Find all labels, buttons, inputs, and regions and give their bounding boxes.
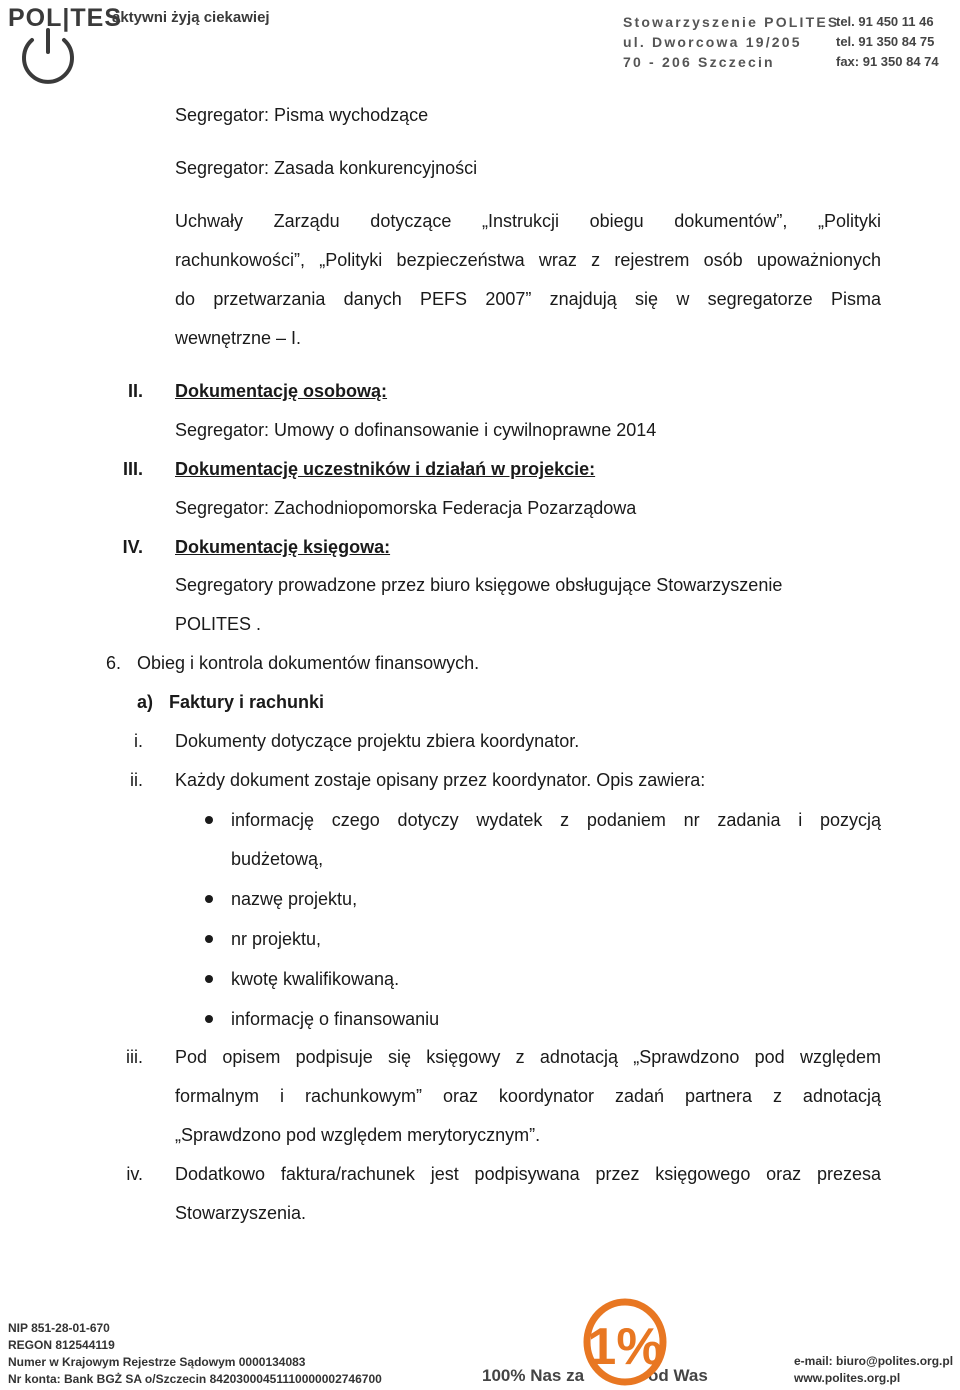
- list-item: Stowarzyszenia.: [175, 1203, 307, 1223]
- bullet-item-continued: budżetową,: [231, 849, 324, 869]
- paragraph-line: rachunkowości”, „Polityki bezpieczeństwa wraz z rejestrem osób upoważnionych: [175, 250, 881, 270]
- binder-competitiveness: Segregator: Zasada konkurencyjności: [175, 158, 478, 178]
- list-item: formalnym i rachunkowym” oraz koordynator zadań partnera z adnotacją: [175, 1086, 881, 1106]
- email-address: e-mail: biuro@polites.org.pl: [794, 1354, 954, 1368]
- section-heading: Dokumentację osobową:: [175, 381, 388, 401]
- paragraph-line: Uchwały Zarządu dotyczące „Instrukcji obiegu dokumentów”, „Polityki: [175, 211, 881, 231]
- regon-number: REGON 812544119: [8, 1338, 115, 1352]
- section-title: Obieg i kontrola dokumentów finansowych.: [137, 653, 480, 673]
- roman-numeral: IV.: [122, 537, 143, 557]
- logo-tagline: aktywni żyją ciekawiej: [112, 9, 270, 26]
- website-address: www.polites.org.pl: [794, 1371, 901, 1385]
- bank-account: Nr konta: Bank BGŻ SA o/Szczecin 84203000451110000002746700: [8, 1372, 382, 1386]
- list-number: iv.: [126, 1164, 143, 1184]
- list-number: iii.: [126, 1047, 143, 1067]
- letterhead: [0, 0, 960, 90]
- org-city: 70 - 206 Szczecin: [623, 54, 775, 70]
- bullet-icon: [205, 935, 213, 943]
- organization-address: [623, 12, 839, 72]
- fax-number: fax: 91 350 84 74: [836, 54, 939, 69]
- phone-2: tel. 91 350 84 75: [836, 34, 935, 49]
- section-heading: Dokumentację uczestników i działań w projekcie:: [175, 459, 596, 479]
- slogan-left: 100% Nas za: [482, 1366, 585, 1385]
- section-heading: Dokumentację księgowa:: [175, 537, 391, 557]
- bullet-item: nr projektu,: [231, 929, 322, 949]
- list-number: ii.: [130, 770, 143, 790]
- list-item: „Sprawdzono pod względem merytorycznym”.: [175, 1125, 541, 1145]
- roman-numeral: II.: [127, 381, 143, 401]
- list-number: i.: [134, 731, 143, 751]
- bullet-item: informację czego dotyczy wydatek z podaniem nr zadania i pozycją: [231, 810, 881, 830]
- org-street: ul. Dworcowa 19/205: [623, 34, 802, 50]
- bullet-item: nazwę projektu,: [231, 889, 358, 909]
- organization-phones: [836, 12, 939, 72]
- binder-outgoing-letters: Segregator: Pisma wychodzące: [175, 105, 429, 125]
- bullet-item: kwotę kwalifikowaną.: [231, 969, 400, 989]
- krs-number: Numer w Krajowym Rejestrze Sądowym 0000134083: [8, 1355, 306, 1369]
- binder-line: Segregator: Umowy o dofinansowanie i cywilnoprawne 2014: [175, 420, 657, 440]
- phone-1: tel. 91 450 11 46: [836, 14, 934, 29]
- bullet-icon: [205, 975, 213, 983]
- power-symbol-icon: [18, 28, 78, 86]
- list-item: Dodatkowo faktura/rachunek jest podpisywana przez księgowego oraz prezesa: [175, 1164, 881, 1184]
- subsection-label: a): [137, 692, 154, 712]
- binder-line: POLITES .: [175, 614, 262, 634]
- list-item: Każdy dokument zostaje opisany przez koordynator. Opis zawiera:: [175, 770, 706, 790]
- nip-number: NIP 851-28-01-670: [8, 1321, 110, 1335]
- binder-line: Segregator: Zachodniopomorska Federacja Pozarządowa: [175, 498, 637, 518]
- org-name: Stowarzyszenie POLITES: [623, 14, 840, 30]
- list-item: Pod opisem podpisuje się księgowy z adnotacją „Sprawdzono pod względem: [175, 1047, 881, 1067]
- paragraph-line: wewnętrzne – I.: [175, 328, 302, 348]
- one-percent-badge-icon: [580, 1290, 670, 1390]
- list-item: Dokumenty dotyczące projektu zbiera koordynator.: [175, 731, 580, 751]
- logo-wordmark: POL|TES: [8, 4, 123, 32]
- paragraph-line: do przetwarzania danych PEFS 2007” znajdują się w segregatorze Pisma: [175, 289, 881, 309]
- bullet-icon: [205, 895, 213, 903]
- bullet-icon: [205, 816, 213, 824]
- letterhead-footer: [0, 1290, 960, 1390]
- slogan-right: od Was: [648, 1366, 708, 1385]
- badge-text: 1%: [587, 1318, 663, 1376]
- roman-numeral: III.: [122, 459, 143, 479]
- bullet-icon: [205, 1015, 213, 1023]
- binder-line: Segregatory prowadzone przez biuro księgowe obsługujące Stowarzyszenie: [175, 575, 783, 595]
- bullet-item: informację o finansowaniu: [231, 1009, 440, 1029]
- section-number: 6.: [106, 653, 122, 673]
- subsection-title: Faktury i rachunki: [169, 692, 325, 712]
